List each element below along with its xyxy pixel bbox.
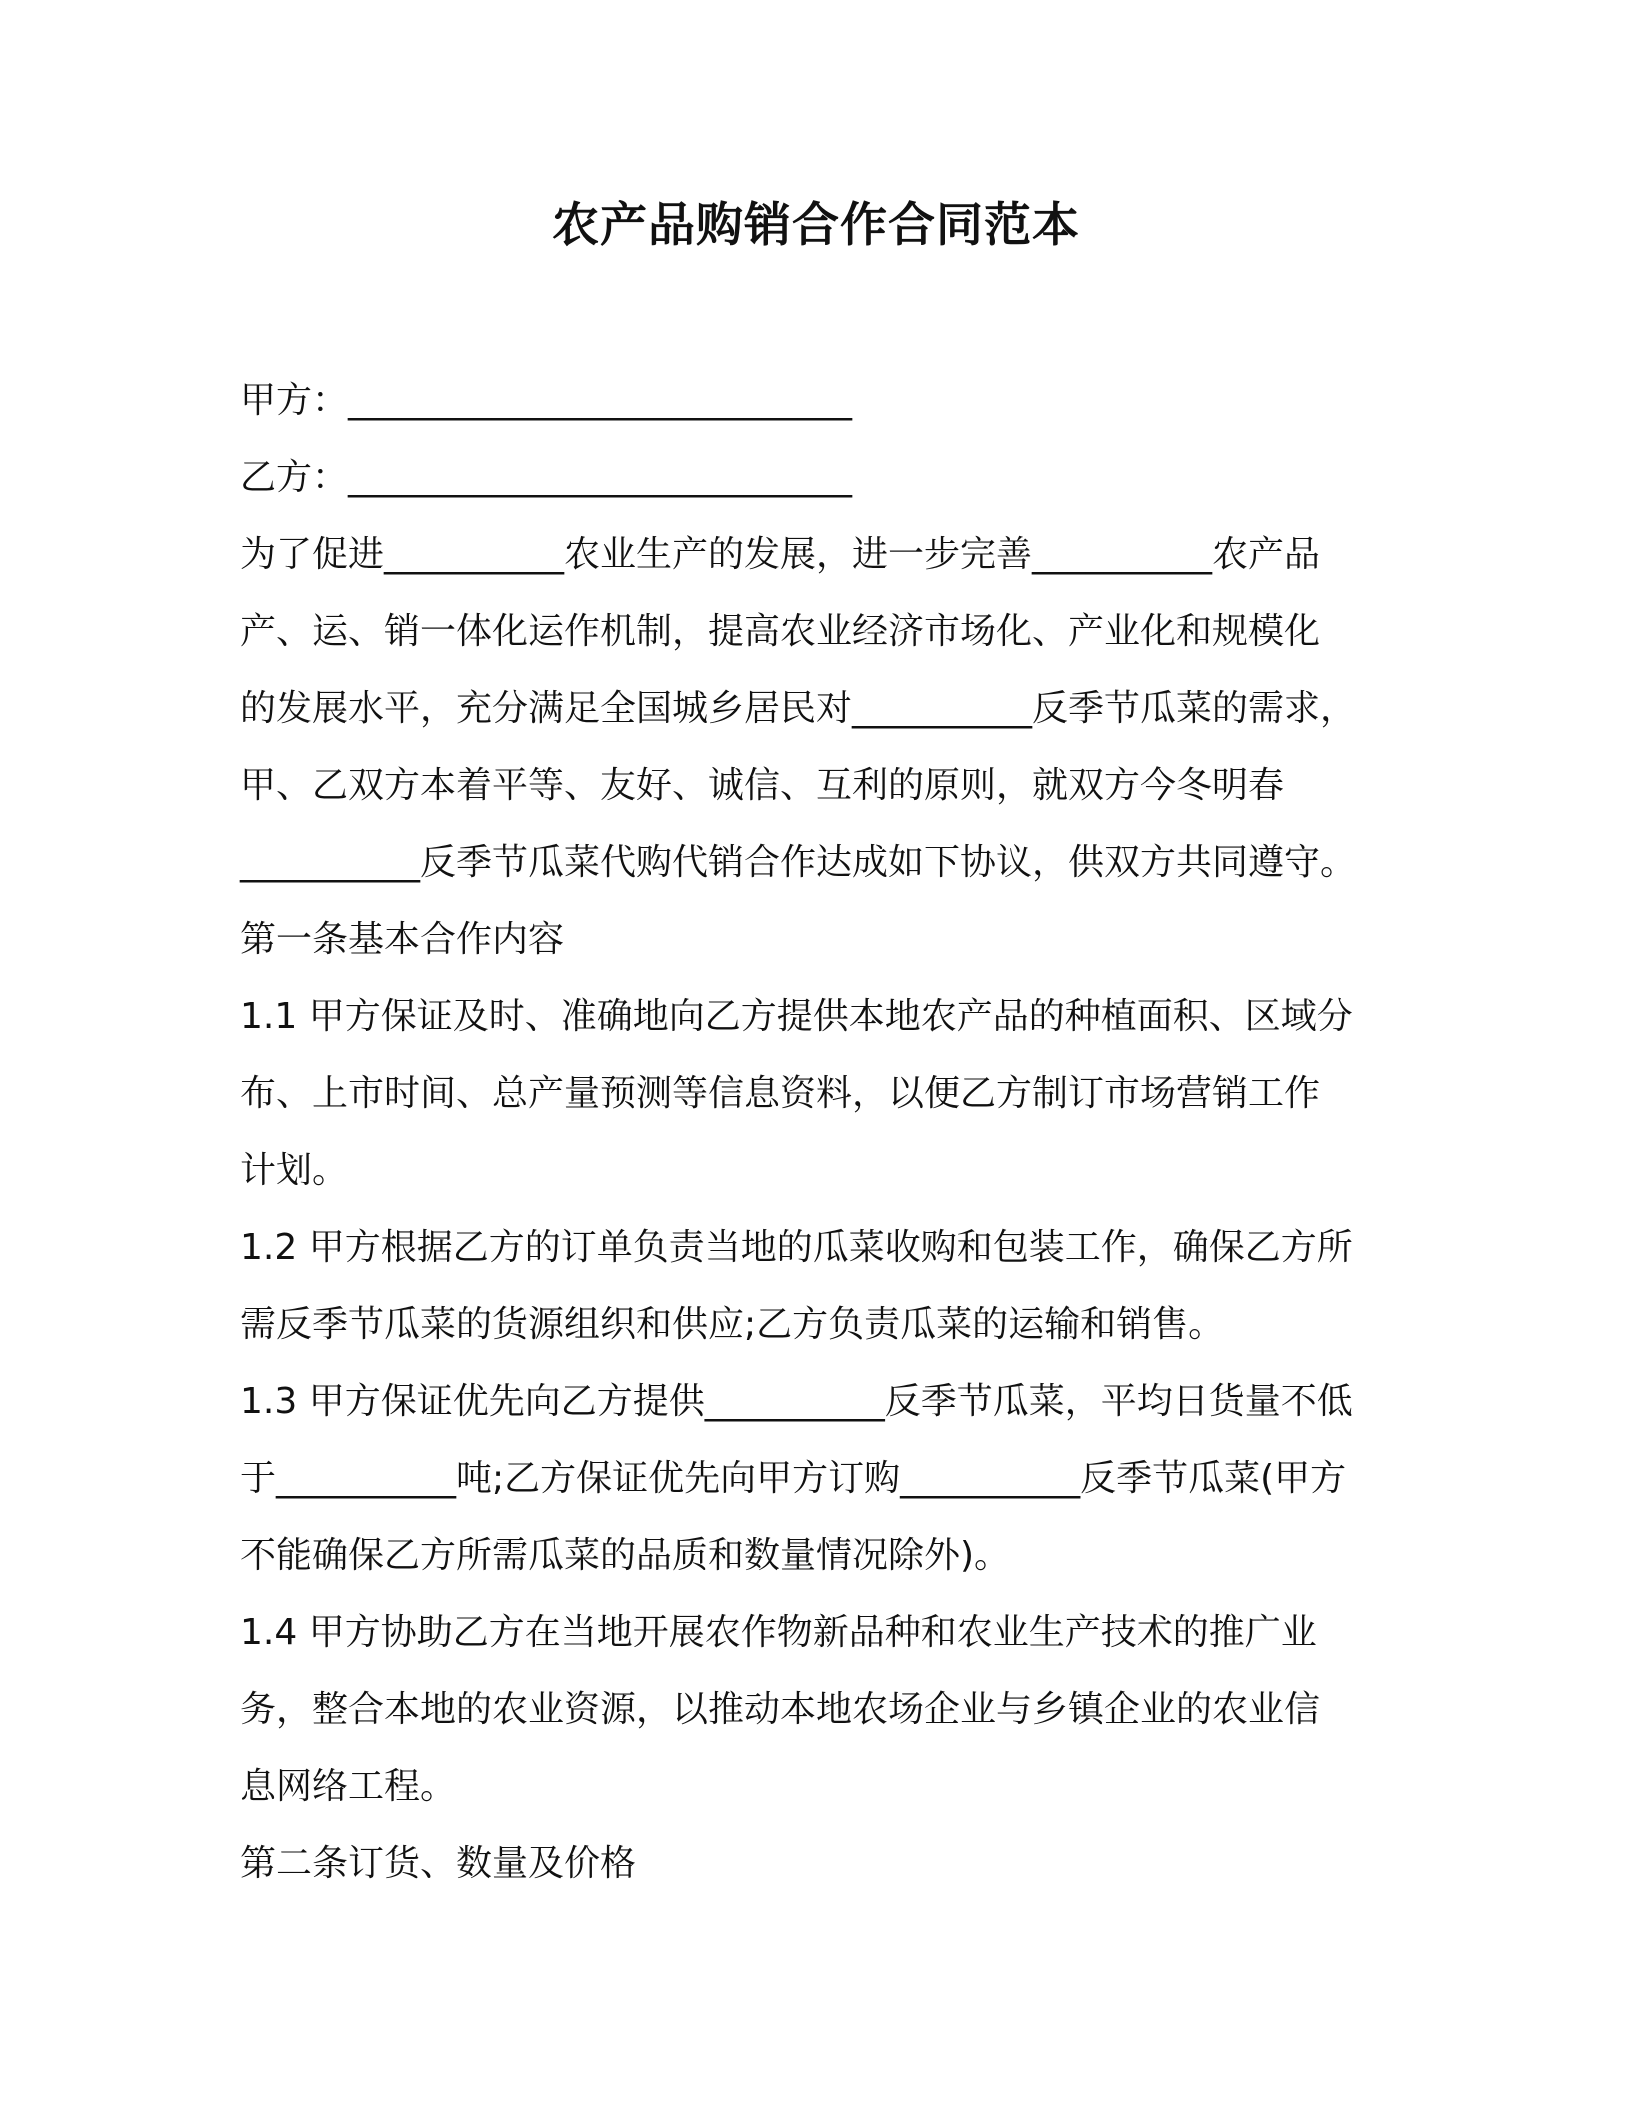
clause-1-4-line: 1.4 甲方协助乙方在当地开展农作物新品种和农业生产技术的推广业	[240, 1612, 1317, 1653]
preamble-line: __________反季节瓜菜代购代销合作达成如下协议，供双方共同遵守。	[240, 842, 1357, 883]
document-body	[240, 362, 1400, 1902]
clause-1-3-line: 1.3 甲方保证优先向乙方提供__________反季节瓜菜，平均日货量不低	[240, 1381, 1353, 1422]
party-a-line: 甲方：____________________________	[240, 380, 853, 421]
clause-1-1-line: 计划。	[240, 1150, 349, 1191]
clause-1-2-line: 1.2 甲方根据乙方的订单负责当地的瓜菜收购和包装工作，确保乙方所	[240, 1227, 1353, 1268]
clause-1-4-line: 务，整合本地的农业资源，以推动本地农场企业与乡镇企业的农业信	[240, 1689, 1321, 1730]
clause-1-3-line: 于__________吨;乙方保证优先向甲方订购__________反季节瓜菜(甲方	[240, 1458, 1347, 1499]
article-2-heading: 第二条订货、数量及价格	[240, 1843, 637, 1884]
preamble-line: 产、运、销一体化运作机制，提高农业经济市场化、产业化和规模化	[240, 611, 1321, 652]
article-1-heading: 第一条基本合作内容	[240, 919, 565, 960]
preamble-line: 为了促进__________农业生产的发展，进一步完善__________农产品	[240, 534, 1321, 575]
clause-1-1-line: 1.1 甲方保证及时、准确地向乙方提供本地农产品的种植面积、区域分	[240, 996, 1353, 1037]
clause-1-4-line: 息网络工程。	[240, 1766, 457, 1807]
document-title: 农产品购销合作合同范本	[552, 198, 1080, 253]
clause-1-3-line: 不能确保乙方所需瓜菜的品质和数量情况除外)。	[240, 1535, 1011, 1576]
clause-1-1-line: 布、上市时间、总产量预测等信息资料，以便乙方制订市场营销工作	[240, 1073, 1321, 1114]
clause-1-2-line: 需反季节瓜菜的货源组织和供应;乙方负责瓜菜的运输和销售。	[240, 1304, 1225, 1345]
preamble-line: 的发展水平，充分满足全国城乡居民对__________反季节瓜菜的需求，	[240, 688, 1357, 729]
preamble-line: 甲、乙双方本着平等、友好、诚信、互利的原则，就双方今冬明春	[240, 765, 1285, 806]
party-b-line: 乙方：____________________________	[240, 457, 853, 498]
